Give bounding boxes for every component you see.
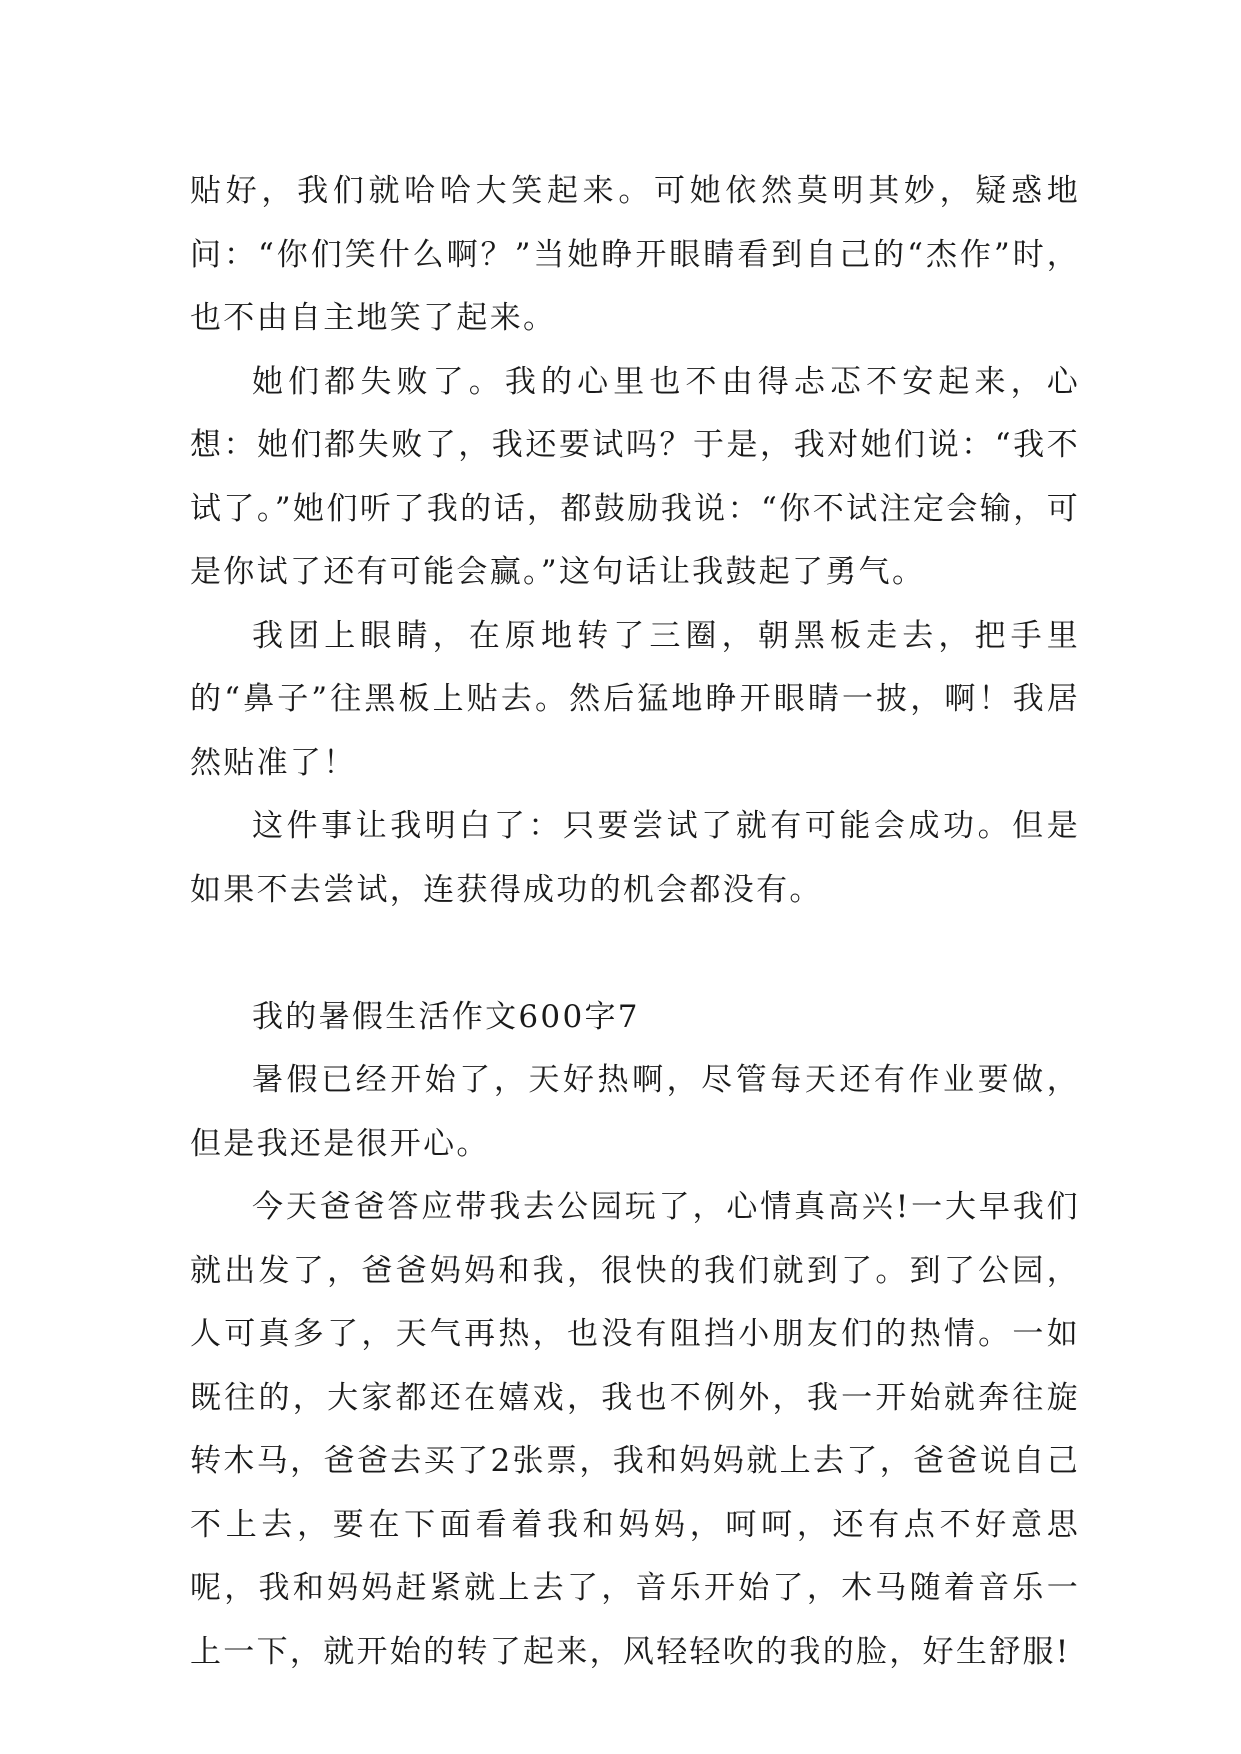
document-body	[190, 160, 1080, 1684]
paragraph-spacer	[190, 922, 1080, 986]
paragraph: 今天爸爸答应带我去公园玩了，心情真高兴!一大早我们就出发了，爸爸妈妈和我，很快的我们就到了。到了公园，人可真多了，天气再热，也没有阻挡小朋友们的热情。一如既往的，大家都还在嬉戏，我也不例外，我一开始就奔往旋转木马，爸爸去买了2张票，我和妈妈就上去了，爸爸说自己不上去，要在下面看着我和妈妈，呵呵，还有点不好意思呢，我和妈妈赶紧就上去了，音乐开始了，木马随着音乐一上一下，就开始的转了起来，风轻轻吹的我的脸，好生舒服!	[190, 1189, 1080, 1670]
paragraph: 这件事让我明白了：只要尝试了就有可能会成功。但是如果不去尝试，连获得成功的机会都没有。	[190, 808, 1080, 908]
paragraph: 贴好，我们就哈哈大笑起来。可她依然莫明其妙，疑惑地问：“你们笑什么啊？”当她睁开眼睛看到自己的“杰作”时，也不由自主地笑了起来。	[190, 173, 1080, 336]
paragraph: 暑假已经开始了，天好热啊，尽管每天还有作业要做，但是我还是很开心。	[190, 1062, 1080, 1162]
essay-heading: 我的暑假生活作文600字7	[252, 998, 640, 1035]
paragraph: 我团上眼睛，在原地转了三圈，朝黑板走去，把手里的“鼻子”往黑板上贴去。然后猛地睁开眼睛一披，啊！我居然贴准了！	[190, 617, 1080, 781]
paragraph: 她们都失败了。我的心里也不由得忐忑不安起来，心想：她们都失败了，我还要试吗？于是，我对她们说：“我不试了。”她们听了我的话，都鼓励我说：“你不试注定会输，可是你试了还有可能会赢。”这句话让我鼓起了勇气。	[190, 363, 1080, 590]
